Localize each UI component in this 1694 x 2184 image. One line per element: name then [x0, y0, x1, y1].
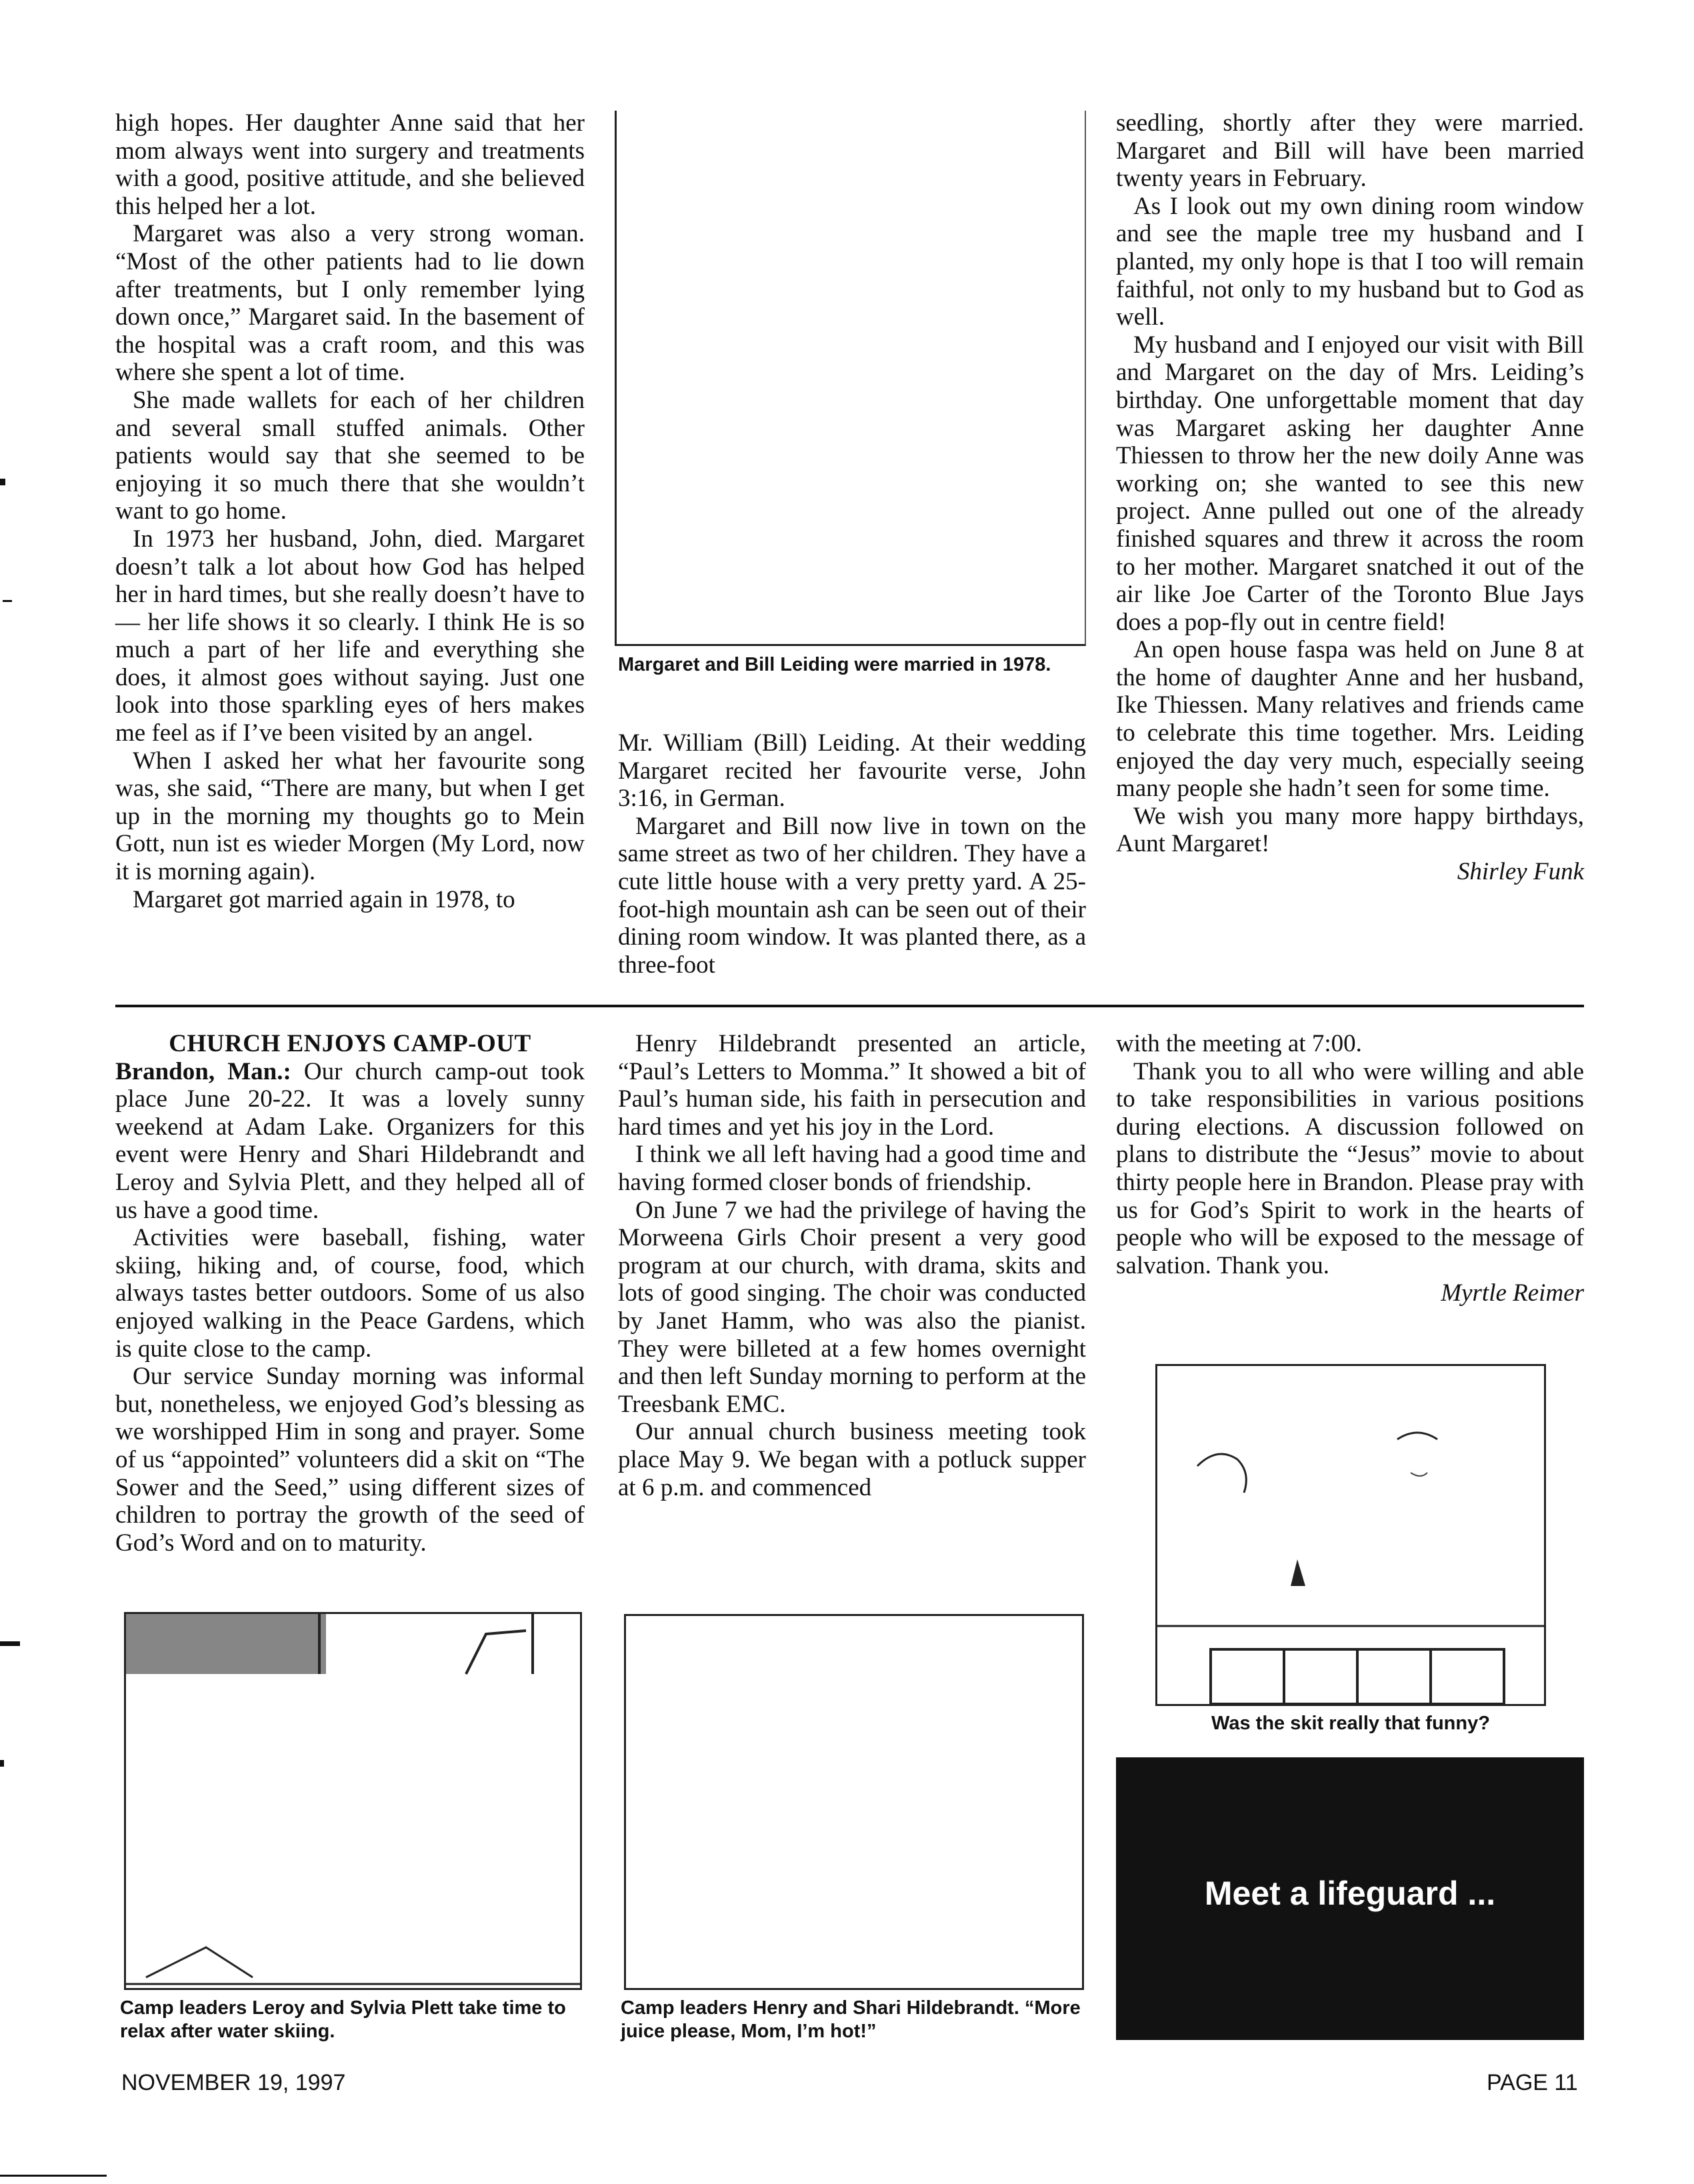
scan-mark — [0, 1641, 20, 1646]
page-number: PAGE 11 — [1487, 2070, 1578, 2095]
camp-article-column-3 — [1116, 1030, 1584, 1307]
wedding-photo-caption: Margaret and Bill Leiding were married in 1978. — [618, 654, 1051, 675]
camp-article-column-2 — [618, 1030, 1086, 1501]
top-article-column-3 — [1116, 109, 1584, 886]
scan-mark — [3, 600, 12, 602]
scan-mark — [0, 1760, 4, 1767]
top-article-column-2 — [618, 729, 1086, 979]
paragraph: As I look out my own dining room window and see the maple tree my husband and I planted, my only hope is that I too will remain faithful, not only to my husband but to God as well. — [1116, 192, 1584, 331]
issue-date: NOVEMBER 19, 1997 — [121, 2070, 346, 2095]
paragraph: On June 7 we had the privilege of having the Morweena Girls Choir present a very good program at our church, with drama, skits and lots of good singing. The choir was conducted by Janet Hamm, who was also the pianist. They were billeted at a few homes overnight and then left Sunday morning to perform at the Treesbank EMC. — [618, 1196, 1086, 1418]
scan-mark — [0, 2175, 107, 2177]
paragraph: We wish you many more happy birthdays, Aunt Margaret! — [1116, 802, 1584, 858]
plett-photo-caption: Camp leaders Leroy and Sylvia Plett take time to relax after water skiing. — [120, 1997, 566, 2042]
paragraph: Margaret got married again in 1978, to — [133, 885, 515, 913]
paragraph: Brandon, Man.: Our church camp-out took place June 20-22. It was a lovely sunny weekend at Adam Lake. Organizers for this event were Henry and Shari Hildebrandt and Leroy and Sylvia Plett, and they helped all of us have a good time. — [115, 1057, 585, 1224]
paragraph: I think we all left having had a good time and having formed closer bonds of friendship. — [618, 1141, 1086, 1196]
paragraph: Activities were baseball, fishing, water skiing, hiking and, of course, food, which always tastes better outdoors. Some of us also enjoyed walking in the Peace Gardens, which is quite close to the camp. — [115, 1224, 585, 1363]
skit-photo — [1155, 1364, 1546, 1706]
paragraph: My husband and I enjoyed our visit with Bill and Margaret on the day of Mrs. Leiding’s birthday. One unforgettable moment that day was Margaret asking her daughter Anne Thiessen to throw her the new doily Anne was working on; she wanted to see this new project. Anne pulled out one of the already finished squares and threw it across the room to her mother. Margaret snatched it out of the air like Joe Carter of the Toronto Blue Jays does a pop-fly out in centre field! — [1116, 331, 1584, 636]
article-headline: CHURCH ENJOYS CAMP-OUT — [169, 1030, 531, 1057]
scan-mark — [0, 479, 5, 485]
plett-photo-sketch — [126, 1614, 580, 1988]
author-signature: Shirley Funk — [1457, 858, 1584, 886]
section-divider — [115, 1005, 1584, 1007]
paragraph: Mr. William (Bill) Leiding. At their wedding Margaret recited her favourite verse, John 3:16, in German. — [618, 729, 1086, 813]
paragraph: Our annual church business meeting took place May 9. We began with a potluck supper at 6 p.m. and commenced — [618, 1418, 1086, 1501]
top-article-column-1 — [115, 109, 585, 913]
skit-photo-caption: Was the skit really that funny? — [1211, 1713, 1490, 1734]
paragraph: Henry Hildebrandt presented an article, “Paul’s Letters to Momma.” It showed a bit of Paul’s human side, his faith in persecution and hard times and yet his joy in the Lord. — [618, 1030, 1086, 1141]
lifeguard-advertisement — [1116, 1757, 1584, 2040]
paragraph: high hopes. Her daughter Anne said that her mom always went into surgery and treatments with a good, positive attitude, and she believed this helped her a lot. — [115, 109, 585, 220]
paragraph: with the meeting at 7:00. — [1116, 1030, 1362, 1057]
ad-headline: Meet a lifeguard ... — [1204, 1875, 1496, 1912]
paragraph: Thank you to all who were willing and able to take responsibilities in various positions during elections. A discussion followed on plans to distribute the “Jesus” movie to about thirty people here in Brandon. Please pray with us for God’s Spirit to work in the hearts of people who will be exposed to the message of salvation. Thank you. — [1116, 1057, 1584, 1279]
paragraph: Margaret and Bill now live in town on the same street as two of her children. They have a cute little house with a very pretty yard. A 25-foot-high mountain ash can be seen out of their dining room window. It was planted there, as a three-foot — [618, 812, 1086, 979]
paragraph: When I asked her what her favourite song was, she said, “There are many, but when I get up in the morning my thoughts go to Mein Gott, nun ist es wieder Morgen (My Lord, now it is morning again). — [115, 747, 585, 886]
hildebrandt-photo — [624, 1614, 1084, 1990]
paragraph: She made wallets for each of her children and several small stuffed animals. Other patients would say that she seemed to be enjoying it so much there that she wouldn’t want to go home. — [115, 386, 585, 525]
paragraph: Margaret was also a very strong woman. “Most of the other patients had to lie down after treatments, but I only remember lying down once,” Margaret said. In the basement of the hospital was a craft room, and this was where she spent a lot of time. — [115, 220, 585, 387]
paragraph: In 1973 her husband, John, died. Margaret doesn’t talk a lot about how God has helped her in hard times, but she really doesn’t have to — her life shows it so clearly. I think He is so much a part of her life and everything she does, it almost goes without saying. Just one look into those sparkling eyes of hers makes me feel as if I’ve been visited by an angel. — [115, 525, 585, 747]
paragraph: An open house faspa was held on June 8 at the home of daughter Anne and her husband, Ike Thiessen. Many relatives and friends came to celebrate this time together. Mrs. Leiding enjoyed the day very much, especially seeing many people she hadn’t seen for some time. — [1116, 636, 1584, 803]
paragraph: seedling, shortly after they were married. Margaret and Bill will have been married twenty years in February. — [1116, 109, 1584, 193]
wedding-photo — [615, 111, 1086, 646]
skit-photo-sketch — [1157, 1366, 1544, 1704]
camp-article-column-1 — [115, 1030, 585, 1557]
dateline: Brandon, Man.: — [115, 1057, 291, 1085]
paragraph: Our service Sunday morning was informal but, nonetheless, we enjoyed God’s blessing as we worshipped Him in song and prayer. Some of us “appointed” volunteers did a skit on “The Sower and the Seed,” using different sizes of children to portray the growth of the seed of God’s Word and on to maturity. — [115, 1363, 585, 1557]
author-signature: Myrtle Reimer — [1441, 1279, 1584, 1307]
plett-photo — [124, 1612, 582, 1990]
hildebrandt-photo-caption: Camp leaders Henry and Shari Hildebrandt. “More juice please, Mom, I’m hot!” — [621, 1997, 1081, 2042]
